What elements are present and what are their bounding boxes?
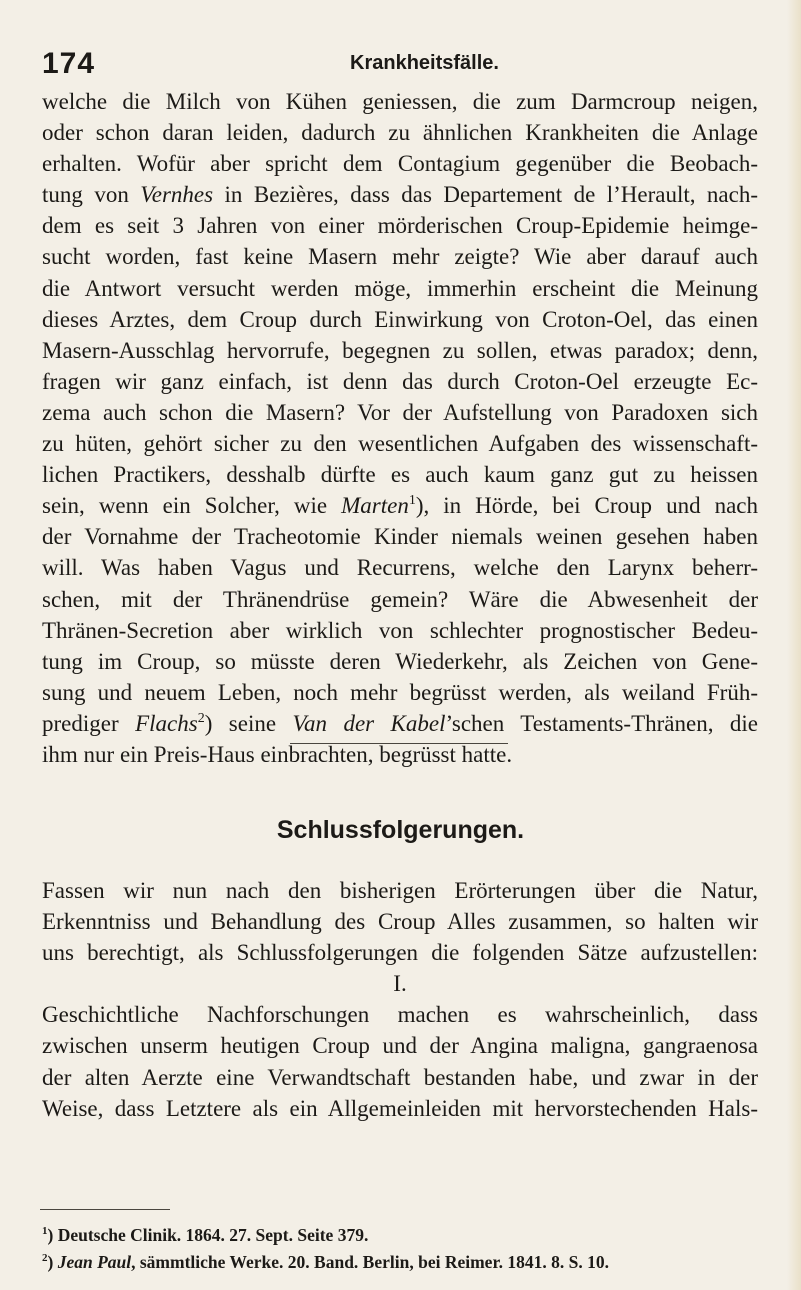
text-line: Geschichtliche Nachforschungen machen es wahrscheinlich, dass	[42, 1002, 758, 1028]
author-name-vernhes: Vernhes	[140, 182, 214, 208]
author-name-van-der-kabel: Van der Kabel	[292, 710, 446, 736]
text-line	[42, 179, 758, 210]
text-line: sung und neuem Leben, noch mehr begrüsst werden, als weiland Früh-	[42, 679, 758, 705]
footnote-marker: 2	[42, 1252, 48, 1264]
text-line: Thränen-Secretion aber wirklich von schlechter prognostischer Bedeu-	[42, 617, 758, 643]
text-line: ihm nur ein Preis-Haus einbrachten, begrüsst hatte.	[42, 741, 513, 767]
text-line: schen, mit der Thränendrüse gemein? Wäre die Abwesenheit der	[42, 586, 758, 612]
author-name-flachs: Flachs	[135, 710, 198, 736]
text-segment: ’schen Testaments-Thränen, die	[445, 710, 759, 736]
text-line: der alten Aerzte eine Verwandtschaft bestanden habe, und zwar in der	[42, 1064, 758, 1090]
section-heading: Schlussfolgerungen.	[276, 816, 525, 844]
page-header	[42, 47, 742, 87]
text-line	[42, 708, 758, 739]
text-line: uns berechtigt, als Schlussfolgerungen die folgenden Sätze aufzustellen:	[42, 940, 758, 966]
text-line: die Antwort versucht werden möge, immerhin erscheint die Meinung	[42, 275, 758, 301]
text-line: erhalten. Wofür aber spricht dem Contagium gegenüber die Beobach-	[42, 151, 758, 177]
section-divider	[290, 743, 508, 744]
author-name-marten: Marten	[341, 493, 409, 519]
text-line: lichen Practikers, desshalb dürfte es auch kaum ganz gut zu heissen	[42, 462, 758, 488]
text-line	[42, 490, 758, 521]
footnote-2	[42, 1249, 758, 1276]
text-segment: ) seine	[204, 710, 277, 736]
page-number: 174	[42, 47, 96, 80]
text-line: zwischen unserm heutigen Croup und der Angina maligna, gangraenosa	[42, 1033, 758, 1059]
paragraph-croup-discussion	[42, 86, 758, 770]
text-line: der Vornahme der Tracheotomie Kinder niemals weinen gesehen haben	[42, 524, 758, 550]
text-segment: sein, wenn ein Solcher, wie	[42, 493, 328, 519]
text-line: will. Was haben Vagus und Recurrens, welche den Larynx beherr-	[42, 555, 758, 581]
paragraph-conclusions	[42, 875, 758, 1124]
text-line: Fassen wir nun nach den bisherigen Erörterungen über die Natur,	[42, 878, 758, 903]
page-edge	[787, 0, 801, 1290]
footnotes	[42, 1222, 758, 1276]
footnote-divider	[40, 1209, 170, 1210]
footnote-ref: 1	[408, 493, 416, 509]
text-line: Weise, dass Letztere als ein Allgemeinleiden mit hervorstechenden Hals-	[42, 1095, 758, 1121]
text-line: zema auch schon die Masern? Vor der Aufstellung von Paradoxen sich	[42, 399, 758, 425]
text-line: dem es seit 3 Jahren von einer mörderischen Croup-Epidemie heimge-	[42, 213, 758, 239]
text-line: Erkenntniss und Behandlung des Croup Alles zusammen, so halten wir	[42, 909, 758, 935]
text-line: tung im Croup, so müsste deren Wiederkehr, als Zeichen von Gene-	[42, 648, 758, 674]
text-line: zu hüten, gehört sicher zu den wesentlichen Aufgaben des wissenschaft-	[42, 431, 758, 457]
footnote-1	[42, 1222, 758, 1249]
text-segment: ), in Hörde, bei Croup und nach	[415, 493, 759, 519]
text-line: fragen wir ganz einfach, ist denn das durch Croton-Oel erzeugte Ec-	[42, 368, 758, 394]
footnote-text: ) Deutsche Clinik. 1864. 27. Sept. Seite 379.	[47, 1225, 369, 1245]
footnote-text: )	[47, 1252, 58, 1272]
text-line: oder schon daran leiden, dadurch zu ähnlichen Krankheiten die Anlage	[42, 120, 758, 146]
text-segment: in Bezières, dass das Departement de l’Herault, nach-	[224, 182, 758, 208]
text-line: dieses Arztes, dem Croup durch Einwirkung von Croton-Oel, das einen	[42, 306, 758, 332]
running-head: Krankheitsfälle.	[350, 52, 499, 74]
text-line: Masern-Ausschlag hervorrufe, begegnen zu sollen, etwas paradox; denn,	[42, 337, 758, 363]
text-line: sucht worden, fast keine Masern mehr zeigte? Wie aber darauf auch	[42, 244, 758, 270]
conclusion-numeral: I.	[393, 971, 407, 997]
footnote-ref: 2	[197, 710, 205, 726]
footnote-marker: 1	[42, 1225, 48, 1237]
text-segment: prediger	[42, 710, 119, 736]
author-name-jean-paul: Jean Paul	[57, 1252, 132, 1272]
text-line: welche die Milch von Kühen geniessen, die zum Darmcroup neigen,	[42, 89, 758, 114]
text-segment: tung von	[42, 182, 129, 208]
footnote-text: , sämmtliche Werke. 20. Band. Berlin, bei Reimer. 1841. 8. S. 10.	[131, 1252, 609, 1272]
